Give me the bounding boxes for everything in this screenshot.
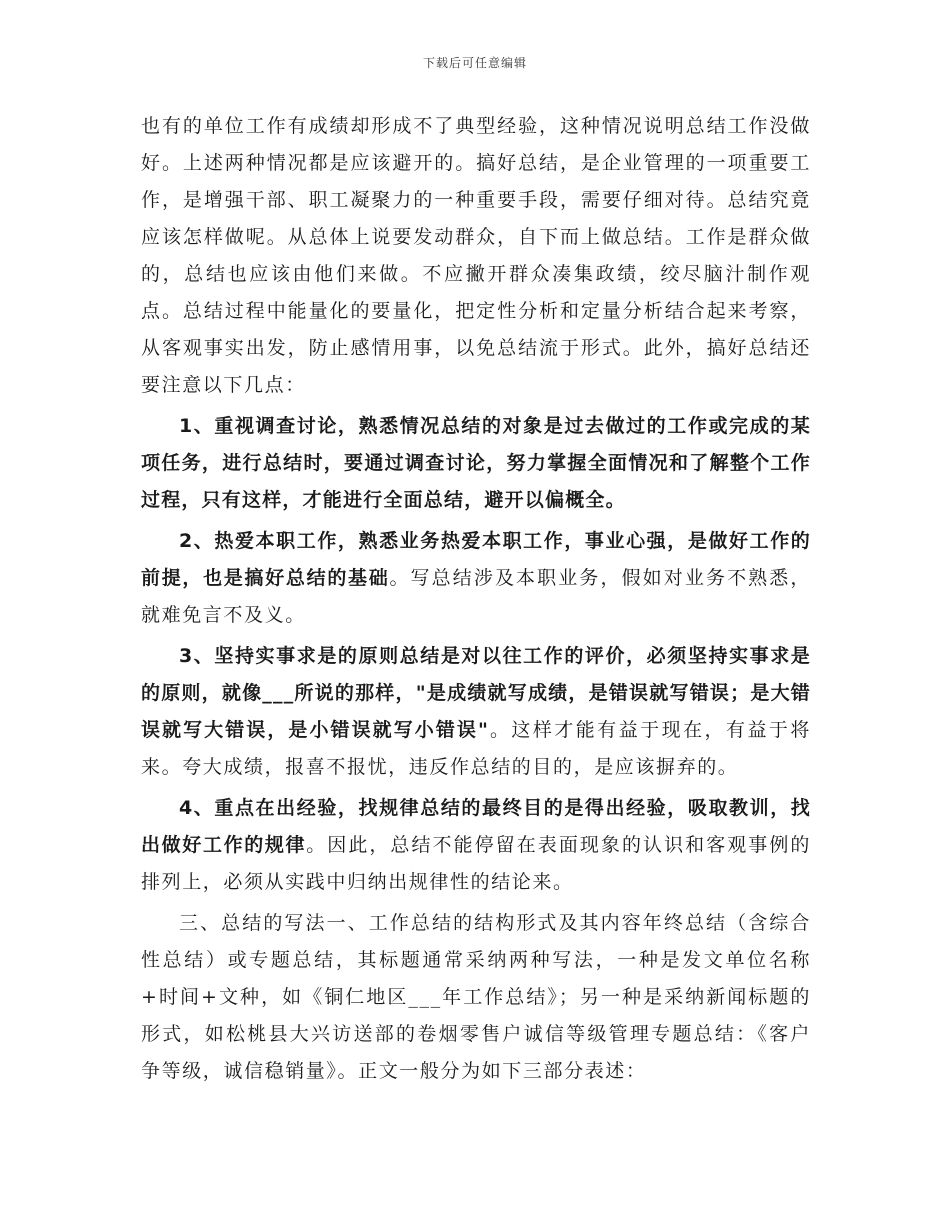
paragraph-writing-method: 三、总结的写法一、工作总结的结构形式及其内容年终总结（含综合性总结）或专题总结，其标题通常采纳两种写法，一种是发文单位名称+时间+文种，如《铜仁地区___年工作总结》；另一种是采纳新闻标题的形式，如松桃县大兴访送部的卷烟零售户诚信等级管理专题总结：《客户争等级，诚信稳销量》。正文一般分为如下三部分表述：: [141, 912, 811, 1082]
paragraph-point-3: [141, 638, 811, 786]
point-2-bold-text: 2、热爱本职工作，熟悉业务热爱本职工作，事业心强，是做好工作的前提，也是搞好总结的基础: [141, 530, 811, 589]
paragraph-point-2: [141, 523, 811, 634]
point-3-bold-text: 3、坚持实事求是的原则总结是对以往工作的评价，必须坚持实事求是的原则，就像___所说的那样，"是成绩就写成绩，是错误就写错误；是大错误就写大错误，是小错误就写小错误": [141, 645, 811, 741]
point-1-bold-text: 1、重视调查讨论，熟悉情况总结的对象是过去做过的工作或完成的某项任务，进行总结时，要通过调查讨论，努力掌握全面情况和了解整个工作过程，只有这样，才能进行全面总结，避开以偏概全。: [141, 415, 811, 511]
paragraph-point-1: [141, 408, 811, 519]
point-2-normal-text: 。写总结涉及本职业务，假如对业务不熟悉，就难免言不及义。: [141, 567, 811, 626]
point-3-normal-text: 。这样才能有益于现在，有益于将来。夸大成绩，报喜不报忧，违反作总结的目的，是应该摒弃的。: [141, 719, 811, 778]
point-4-bold-text: 4、重点在出经验，找规律总结的最终目的是得出经验，吸取教训，找出做好工作的规律: [141, 797, 811, 856]
paragraph-point-4: [141, 790, 811, 901]
point-4-normal-text: 。因此，总结不能停留在表面现象的认识和客观事例的排列上，必须从实践中归纳出规律性的结论来。: [141, 834, 811, 893]
paragraph-summary-intro: 也有的单位工作有成绩却形成不了典型经验，这种情况说明总结工作没做好。上述两种情况都是应该避开的。搞好总结，是企业管理的一项重要工作，是增强干部、职工凝聚力的一种重要手段，需要仔细对待。总结究竟应该怎样做呢。从总体上说要发动群众，自下而上做总结。工作是群众做的，总结也应该由他们来做。不应撇开群众凑集政绩，绞尽脑汁制作观点。总结过程中能量化的要量化，把定性分析和定量分析结合起来考察，从客观事实出发，防止感情用事，以免总结流于形式。此外，搞好总结还要注意以下几点：: [141, 115, 811, 396]
page-header-note: 下载后可任意编辑: [422, 56, 527, 70]
document-body: [141, 108, 811, 1090]
